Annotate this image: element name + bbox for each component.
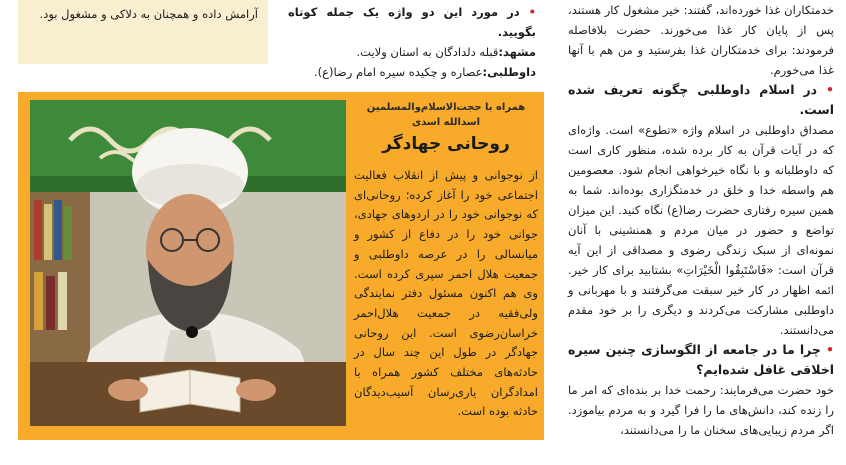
- paragraph-2: مصداق داوطلبی در اسلام واژه «تطوع» است. واژه‌ای که در آیات قرآن به کار برده شده، منظور کاری است که داوطلبانه و با نگاه خیرخواهی انجام شود. معصومین هم واسطه خدا و خلق در خدمتگزاری بوده‌اند. شما به همین سیره رفتاری حضرت رضا(ع) نگاه کنید. این میزان تواضع و حضور در میان مردم و همنشینی با آنان نمونه‌ای از سبک زندگی رضوی و مصداقی از این آیه قرآن است: «فَاسْتَبِقُوا الْخَیْرَاتِ» بشتابید برای کار خیر. ائمه اظهار در کار خیر سبقت می‌گرفتند و با مهربانی و داوطلبی مشارکت می‌کردند و دیگری را بر خود مقدم می‌دانستند.: [568, 123, 834, 337]
- question-role-model: • چرا ما در جامعه از الگوسازی چنین سیره اخلاقی غافل شده‌ایم؟: [568, 342, 835, 377]
- paragraph-1: خدمتکاران غذا خورده‌اند، گفتند: خیر مشغول کار هستند، پس از پایان کار غذا می‌خورند. حضرت بلافاصله فرمودند: برای خدمتکاران غذا بفرستید و من هم با آنها غذا می‌خورم.: [568, 3, 834, 77]
- answer-mashhad: مشهد:قبله دلدادگان به استان ولایت.: [356, 45, 536, 59]
- bullet-icon: •: [817, 82, 834, 97]
- middle-column-top: [288, 2, 536, 82]
- paragraph-3: خود حضرت می‌فرمایند: رحمت خدا بر بنده‌ای که امر ما را زنده کند، دانش‌های ما را فرا گیرد و به مردم بیاموزد. اگر مردم زیبایی‌های سخنان ما را می‌دانستند،: [568, 383, 834, 437]
- bullet-icon: •: [519, 5, 536, 19]
- byline: همراه با حجت‌الاسلام‌والمسلمین اسدالله اسدی: [366, 102, 526, 128]
- sidebar-box-text: آرامش داده و همچنان به دلاکی و مشغول بود.: [39, 7, 258, 21]
- answer-volunteering: داوطلبی:عصاره و چکیده سیره امام رضا(ع).: [314, 65, 536, 79]
- bullet-icon: •: [820, 342, 835, 357]
- question-definition: • در اسلام داوطلبی چگونه تعریف شده است.: [568, 82, 834, 117]
- right-column: [568, 0, 834, 440]
- interview-text: [354, 100, 538, 422]
- cleric-photo: [30, 100, 346, 426]
- interview-box: [18, 92, 544, 440]
- question-short-sentence: • در مورد این دو واژه یک جمله کوتاه بگویید.: [288, 5, 536, 39]
- interview-body: از نوجوانی و پیش از انقلاب فعالیت اجتماعی خود را آغاز کرده؛ روحانی‌ای که نوجوانی خود را در اردوهای جهادی، جوانی خود را در دفاع از کشور و میانسالی را در عرصه داوطلبی و جمعیت هلال احمر سپری کرده است. وی هم اکنون مسئول دفتر نمایندگی ولی‌فقیه در جمعیت هلال‌احمر خراسان‌رضوی است. این روحانی جهادگر در طول این چند سال در حادثه‌های مختلف کشور همراه با امدادگران یاری‌رسان آسیب‌دیدگان حادثه بوده است.: [354, 168, 538, 419]
- interview-title: روحانی جهادگر: [382, 134, 510, 154]
- sidebar-box: [18, 0, 268, 64]
